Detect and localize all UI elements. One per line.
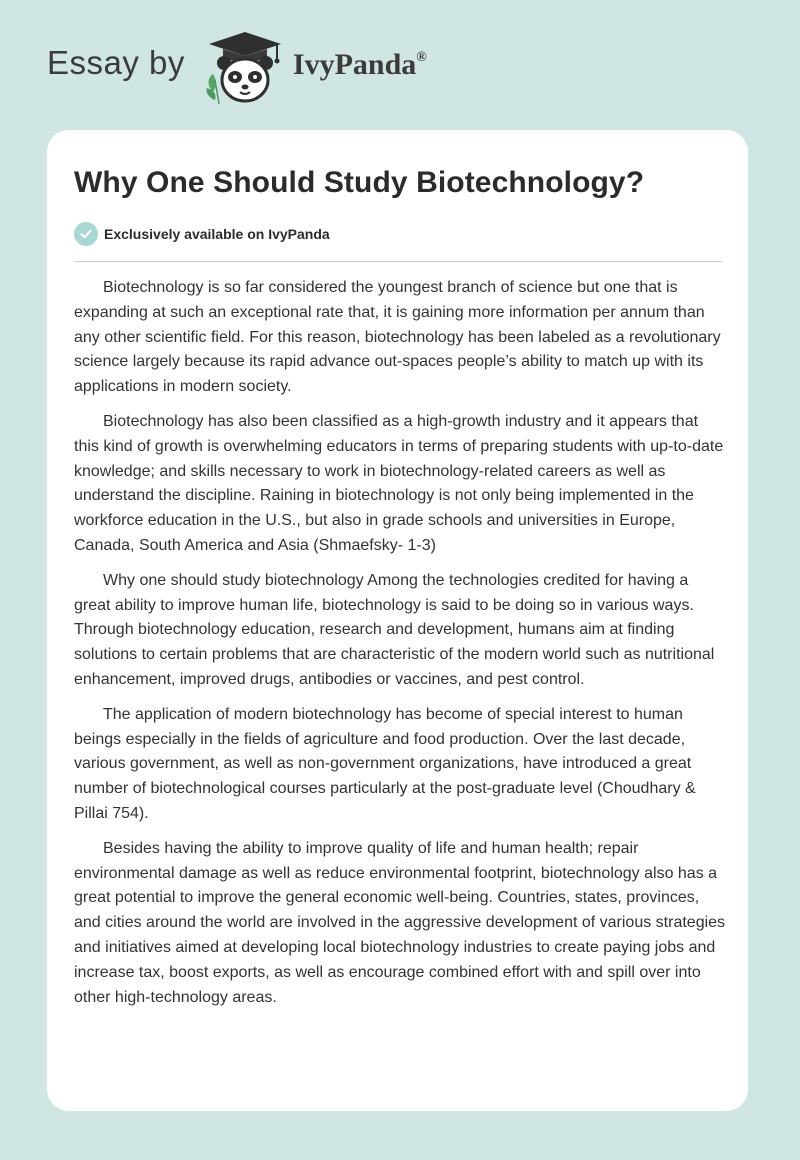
registered-mark: ®	[416, 50, 427, 65]
paragraph: Besides having the ability to improve quality of life and human health; repair environmental damage as well as reduce environmental footprint, biotechnology also has a great potential to improve the general economic well-being. Countries, states, provinces, and cities around the world are involved in the aggressive development of various strategies and initiatives aimed at developing local biotechnology industries to create paying jobs and increase tax, boost exports, as well as encourage combined effort with and spill over into other high-technology areas.	[74, 839, 726, 1006]
divider	[74, 261, 722, 262]
essay-card	[47, 130, 748, 1111]
essay-body	[74, 276, 726, 1020]
exclusive-label: Exclusively available on IvyPanda	[104, 226, 330, 242]
paragraph: The application of modern biotechnology has become of special interest to human beings especially in the fields of agriculture and food production. Over the last decade, various government, as well as non-government organizations, have introduced a great number of biotechnological courses particularly at the post-graduate level (Choudhary & Pillai 754).	[74, 705, 696, 822]
check-icon	[74, 222, 98, 246]
paragraph: Biotechnology is so far considered the youngest branch of science but one that is expanding at such an exceptional rate that, it is gaining more information per annum than any other scientific field. For this reason, biotechnology has been labeled as a revolutionary science largely because its rapid advance out-spaces people’s ability to match up with its applications in modern society.	[74, 279, 721, 396]
paragraph: Why one should study biotechnology Among the technologies credited for having a great ability to improve human life, biotechnology is said to be doing so in various ways. Through biotechnology education, research and development, humans aim at finding solutions to certain problems that are characteristic of the modern world such as nutritional enhancement, improved drugs, antibodies or vaccines, and pest control.	[74, 571, 715, 688]
brand-name: IvyPanda	[292, 48, 417, 81]
brand-logo-text[interactable]	[293, 48, 427, 82]
paragraph: Biotechnology has also been classified as a high-growth industry and it appears that this kind of growth is overwhelming educators in terms of preparing students with up-to-date knowledge; and skills necessary to work in biotechnology-related careers as well as understand the discipline. Raining in biotechnology is not only being implemented in the workforce education in the U.S., but also in grade schools and universities in Europe, Canada, South America and Asia (Shmaefsky- 1-3)	[74, 412, 724, 554]
site-header	[47, 28, 427, 108]
essay-by-label: Essay by	[47, 44, 185, 81]
exclusive-badge	[74, 222, 330, 246]
panda-graduate-icon[interactable]	[199, 28, 291, 108]
page-title: Why One Should Study Biotechnology?	[74, 166, 645, 199]
